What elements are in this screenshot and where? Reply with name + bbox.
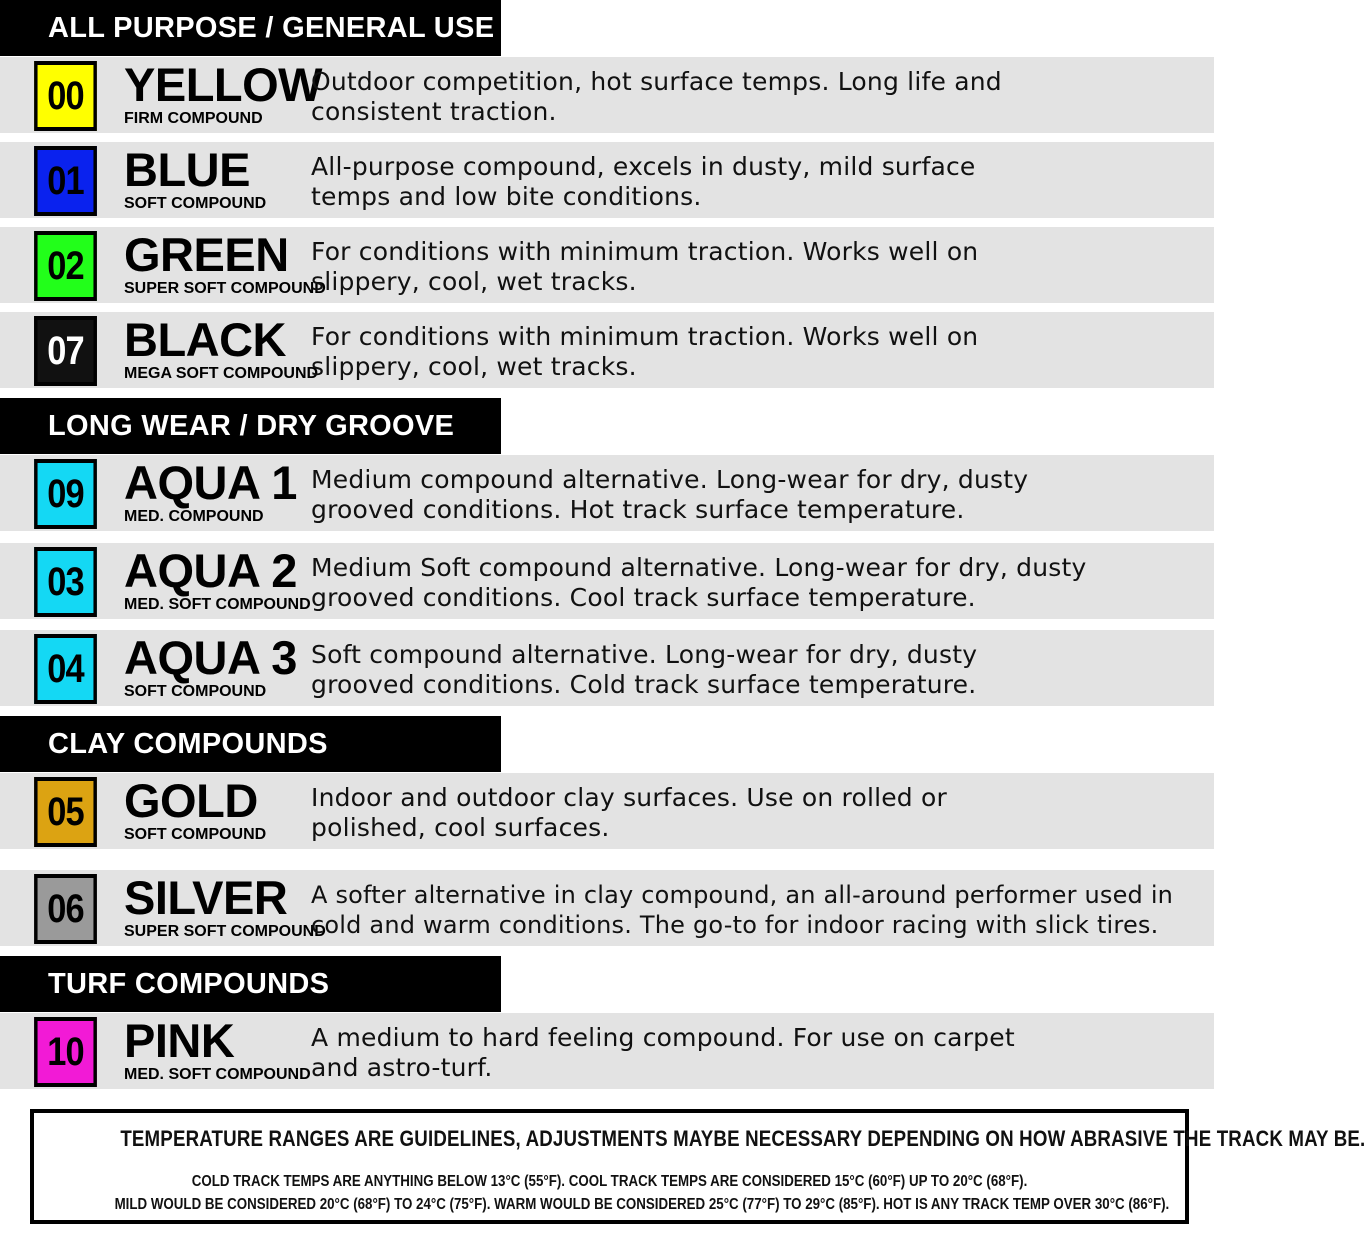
compound-color-swatch: 09 (34, 459, 97, 529)
compound-hardness: SUPER SOFT COMPOUND (124, 280, 326, 297)
compound-name: AQUA 3 (124, 631, 297, 684)
compound-description (311, 237, 1211, 297)
description-line: For conditions with minimum traction. Works well on (311, 322, 979, 351)
compound-description (311, 880, 1211, 940)
compound-color-swatch: 03 (34, 547, 97, 617)
compound-color-swatch: 01 (34, 146, 97, 216)
compound-row-aqua-1 (0, 455, 1214, 531)
compound-name: GOLD (124, 774, 258, 827)
description-line: cold and warm conditions. The go-to for indoor racing with slick tires. (311, 911, 1159, 939)
compound-name: BLACK (124, 313, 286, 366)
description-line: consistent traction. (311, 97, 557, 126)
compound-description (311, 67, 1211, 127)
compound-description (311, 1023, 1211, 1083)
compound-hardness: MED. COMPOUND (124, 508, 264, 525)
compound-name: AQUA 1 (124, 456, 297, 509)
compound-color-swatch: 06 (34, 874, 97, 944)
section-header-clay: CLAY COMPOUNDS (0, 716, 501, 772)
compound-description (311, 322, 1211, 382)
compound-color-swatch: 00 (34, 61, 97, 131)
compound-row-black (0, 312, 1214, 388)
compound-row-pink (0, 1013, 1214, 1089)
compound-color-swatch: 07 (34, 316, 97, 386)
compound-hardness: FIRM COMPOUND (124, 110, 263, 127)
compound-hardness: SOFT COMPOUND (124, 195, 267, 212)
description-line: Indoor and outdoor clay surfaces. Use on rolled or (311, 783, 948, 812)
description-line: polished, cool surfaces. (311, 813, 610, 842)
compound-hardness: SOFT COMPOUND (124, 683, 267, 700)
description-line: slippery, cool, wet tracks. (311, 267, 637, 296)
section-header-long-wear: LONG WEAR / DRY GROOVE (0, 398, 501, 454)
compound-hardness: MED. SOFT COMPOUND (124, 1066, 311, 1083)
compound-hardness: SUPER SOFT COMPOUND (124, 923, 326, 940)
description-line: slippery, cool, wet tracks. (311, 352, 637, 381)
description-line: grooved conditions. Cold track surface temperature. (311, 670, 977, 699)
compound-color-swatch: 05 (34, 777, 97, 847)
description-line: grooved conditions. Cool track surface temperature. (311, 583, 976, 612)
compound-name: PINK (124, 1014, 235, 1067)
description-line: All-purpose compound, excels in dusty, mild surface (311, 152, 976, 181)
description-line: Outdoor competition, hot surface temps. Long life and (311, 67, 1002, 96)
compound-color-swatch: 04 (34, 634, 97, 704)
compound-description (311, 553, 1211, 613)
temperature-definition-line: COLD TRACK TEMPS ARE ANYTHING BELOW 13°C (55°F). COOL TRACK TEMPS ARE CONSIDERED 15°C (60°F) UP TO 20°C (68°F). (191, 1173, 1028, 1190)
compound-description (311, 783, 1211, 843)
compound-row-aqua-3 (0, 630, 1214, 706)
compound-color-swatch: 02 (34, 231, 97, 301)
compound-color-swatch: 10 (34, 1017, 97, 1087)
compound-name: GREEN (124, 228, 289, 281)
description-line: grooved conditions. Hot track surface temperature. (311, 495, 965, 524)
compound-row-green (0, 227, 1214, 303)
section-header-turf: TURF COMPOUNDS (0, 956, 501, 1012)
description-line: Soft compound alternative. Long-wear for dry, dusty (311, 640, 978, 669)
compound-row-aqua-2 (0, 543, 1214, 619)
description-line: temps and low bite conditions. (311, 182, 702, 211)
compound-row-silver (0, 870, 1214, 946)
compound-name: YELLOW (124, 58, 323, 111)
description-line: and astro-turf. (311, 1053, 493, 1082)
section-header-all-purpose: ALL PURPOSE / GENERAL USE (0, 0, 501, 56)
compound-hardness: MED. SOFT COMPOUND (124, 596, 311, 613)
compound-row-blue (0, 142, 1214, 218)
description-line: Medium compound alternative. Long-wear for dry, dusty (311, 465, 1029, 494)
compound-name: BLUE (124, 143, 250, 196)
compound-row-gold (0, 773, 1214, 849)
compound-name: AQUA 2 (124, 544, 297, 597)
description-line: A softer alternative in clay compound, an all-around performer used in (311, 881, 1174, 909)
description-line: For conditions with minimum traction. Works well on (311, 237, 979, 266)
compound-description (311, 152, 1211, 212)
description-line: A medium to hard feeling compound. For use on carpet (311, 1023, 1015, 1052)
compound-hardness: MEGA SOFT COMPOUND (124, 365, 319, 382)
compound-hardness: SOFT COMPOUND (124, 826, 267, 843)
temperature-guideline-heading: TEMPERATURE RANGES ARE GUIDELINES, ADJUSTMENTS MAYBE NECESSARY DEPENDING ON HOW ABRASIVE THE TRACK MAY BE. (120, 1126, 1365, 1151)
compound-row-yellow (0, 57, 1214, 133)
description-line: Medium Soft compound alternative. Long-wear for dry, dusty (311, 553, 1087, 582)
temperature-definition-line: MILD WOULD BE CONSIDERED 20°C (68°F) TO 24°C (75°F). WARM WOULD BE CONSIDERED 25°C (77°F) TO 29°C (85°F). HOT IS ANY TRACK TEMP OVER 30°C (86°F). (114, 1196, 1170, 1213)
compound-description (311, 465, 1211, 525)
compound-description (311, 640, 1211, 700)
compound-name: SILVER (124, 871, 288, 924)
temperature-note-box (30, 1109, 1365, 1224)
